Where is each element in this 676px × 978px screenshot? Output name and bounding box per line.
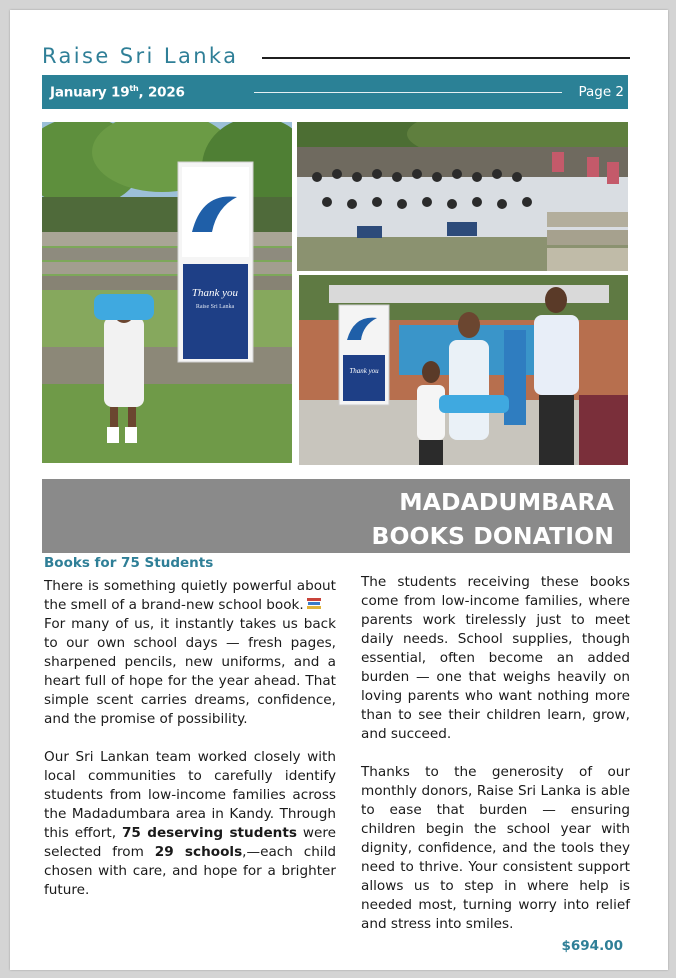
- paragraph: The students receiving these books come from low-income families, where parents work tirelessly just to meet daily needs. School supplies, though essential, often become an added burden — one that weighs heavily on loving parents who want nothing more than to see their children learn, grow, and succeed.: [361, 574, 630, 742]
- paragraph: Our Sri Lankan team worked closely with local communities to carefully identify students from low-income families across the Madadumbara area in Kandy. Through this effort, 75 deserving students were selected from 29 schools,—each child chosen with care, and hope for a brighter future.: [44, 749, 336, 898]
- paragraph: There is something quietly powerful about the smell of a brand-new school book.: [44, 578, 336, 613]
- photo-students-seated: [297, 122, 628, 271]
- article-title-banner: [42, 479, 630, 553]
- date-bar-rule: [254, 92, 562, 93]
- highlight-students: 75 deserving students: [121, 825, 297, 841]
- donation-amount: $694.00: [561, 938, 623, 954]
- article-title-line-2: BOOKS DONATION: [371, 522, 614, 550]
- svg-text:Thank you: Thank you: [349, 367, 379, 375]
- article-column-left: [44, 577, 336, 900]
- article-title-line-1: MADADUMBARA: [399, 488, 614, 516]
- paragraph: For many of us, it instantly takes us back to our own school days — fresh pages, sharpened pencils, new uniforms, and a heart full of hope for the year ahead. That simple scent carries dreams, confidence, and the promise of possibility.: [44, 616, 336, 727]
- sign-thank-you-text: Thank you: [191, 287, 239, 299]
- brand-title: Raise Sri Lanka: [42, 44, 239, 68]
- masthead-rule: [262, 57, 630, 59]
- photo-donation-handover: [299, 275, 628, 465]
- newsletter-page: [10, 10, 668, 970]
- paragraph: Thanks to the generosity of our monthly donors, Raise Sri Lanka is able to ease that burden — ensuring children begin the school year with dignity, confidence, and the tools they need to thrive. Your consistent support allows us to step in where help is needed most, turning worry into relief and stress into smiles.: [361, 764, 630, 932]
- page-number: Page 2: [578, 84, 624, 100]
- highlight-schools: 29 schools: [154, 844, 243, 860]
- masthead: [42, 44, 630, 70]
- photo-girl-with-sign: [42, 122, 292, 463]
- article-column-right: [361, 573, 630, 934]
- issue-date: January 19th, 2026: [50, 84, 185, 101]
- books-icon: [307, 597, 321, 609]
- article-subheading: Books for 75 Students: [44, 555, 214, 571]
- date-bar: [42, 75, 628, 109]
- sign-brand-text: Raise Sri Lanka: [195, 304, 235, 310]
